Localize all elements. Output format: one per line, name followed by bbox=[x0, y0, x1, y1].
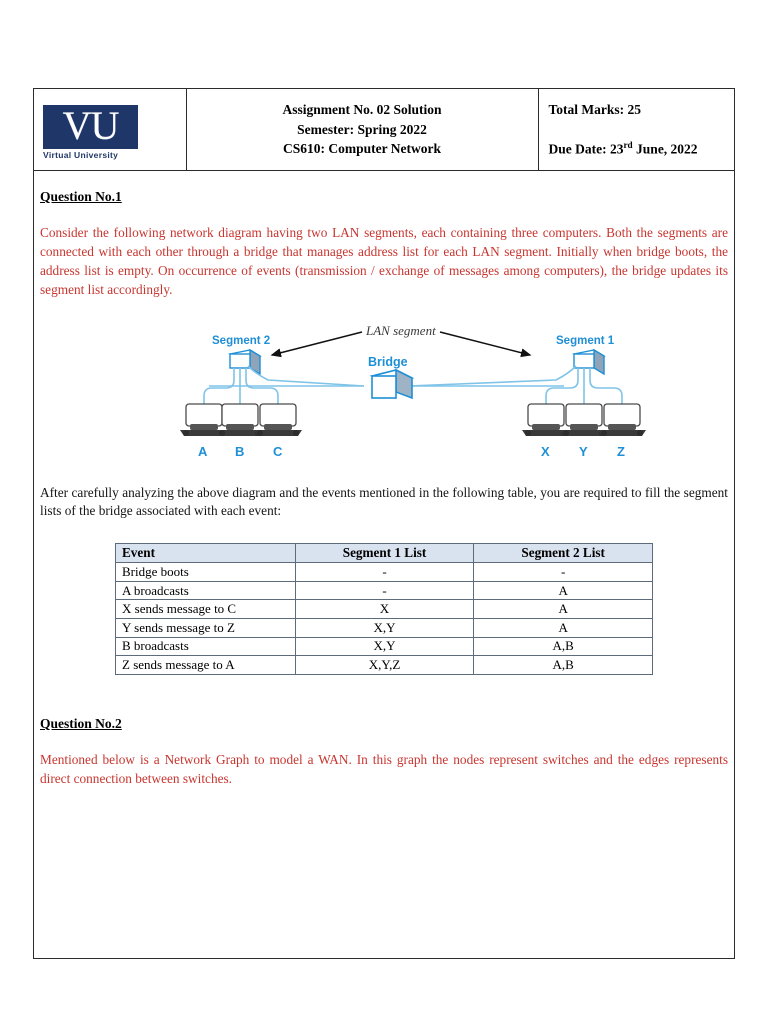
vu-logo-letters: VU bbox=[62, 105, 119, 149]
cell-segment1: X,Y,Z bbox=[295, 656, 474, 675]
cell-segment2: A bbox=[474, 600, 653, 619]
assignment-title-line3: CS610: Computer Network bbox=[283, 141, 441, 157]
assignment-title-line2: Semester: Spring 2022 bbox=[297, 121, 427, 137]
cell-event: B broadcasts bbox=[116, 637, 296, 656]
vu-logo-mark-box bbox=[43, 105, 138, 149]
vu-logo bbox=[34, 99, 186, 160]
host-label-A: A bbox=[198, 443, 208, 459]
segment-list-table-head bbox=[116, 544, 653, 563]
cell-event: Bridge boots bbox=[116, 563, 296, 582]
table-row bbox=[116, 637, 653, 656]
host-label-X: X bbox=[541, 443, 550, 459]
document-body-frame bbox=[33, 88, 735, 959]
question2-intro-text: Mentioned below is a Network Graph to model a WAN. In this graph the nodes represent switches and the edges represents direct connection between switches. bbox=[40, 751, 728, 786]
link-hub1-to-backbone bbox=[409, 366, 576, 386]
due-date bbox=[549, 140, 735, 158]
segment2-label: Segment 2 bbox=[212, 334, 271, 347]
header-cell-logo bbox=[34, 89, 186, 171]
network-diagram-svg bbox=[34, 318, 734, 468]
segment1-label: Segment 1 bbox=[556, 334, 615, 347]
header-row bbox=[34, 89, 734, 171]
vu-logo-caption: Virtual University bbox=[43, 150, 119, 160]
table-row bbox=[116, 600, 653, 619]
cell-segment2: A bbox=[474, 581, 653, 600]
link-hub1-to-Z bbox=[590, 368, 622, 404]
bridge-label: Bridge bbox=[368, 354, 408, 369]
total-marks: Total Marks: 25 bbox=[548, 101, 642, 117]
cell-event: Z sends message to A bbox=[116, 656, 296, 675]
host-label-Y: Y bbox=[579, 443, 588, 459]
question1-title: Question No.1 bbox=[40, 189, 122, 204]
link-hub2-to-backbone bbox=[248, 366, 364, 386]
cell-segment2: A,B bbox=[474, 656, 653, 675]
cell-event: Y sends message to Z bbox=[116, 619, 296, 638]
question1-heading-wrap bbox=[34, 171, 734, 206]
table-row bbox=[116, 656, 653, 675]
column-header-event: Event bbox=[116, 544, 296, 563]
arrow-to-segment2 bbox=[272, 332, 362, 355]
due-date-prefix: Due Date: 23 bbox=[548, 141, 624, 157]
assignment-header-table bbox=[34, 89, 734, 171]
computer-icon-C bbox=[254, 404, 302, 436]
table-row bbox=[116, 619, 653, 638]
column-header-segment2: Segment 2 List bbox=[474, 544, 653, 563]
network-diagram bbox=[34, 318, 734, 468]
table-header-row bbox=[116, 544, 653, 563]
cell-event: A broadcasts bbox=[116, 581, 296, 600]
header-cell-title bbox=[186, 89, 538, 171]
cell-segment1: X,Y bbox=[295, 637, 474, 656]
cell-segment2: - bbox=[474, 563, 653, 582]
segment-list-table-body bbox=[116, 563, 653, 675]
question1-intro-text: Consider the following network diagram having two LAN segments, each containing three computers. Both the segments are connected with each other through a bridge that manages address list for each LAN segment. Initially when bridge boots, the address list is empty. On occurrence of events (transmission / exchange of messages among computers), the bridge updates its segment list accordingly. bbox=[40, 225, 728, 297]
cell-segment1: X bbox=[295, 600, 474, 619]
cell-event: X sends message to C bbox=[116, 600, 296, 619]
host-label-Z: Z bbox=[617, 443, 625, 459]
cell-segment2: A,B bbox=[474, 637, 653, 656]
due-date-suffix: June, 2022 bbox=[632, 141, 698, 157]
segment-list-table-wrap bbox=[34, 543, 734, 675]
cell-segment1: X,Y bbox=[295, 619, 474, 638]
computer-icon-Z bbox=[598, 404, 646, 436]
lan-segment-label: LAN segment bbox=[366, 322, 436, 338]
assignment-title-line1: Assignment No. 02 Solution bbox=[282, 102, 442, 118]
bridge-icon bbox=[372, 370, 412, 398]
question2-heading-wrap bbox=[34, 715, 734, 733]
table-row bbox=[116, 581, 653, 600]
cell-segment1: - bbox=[295, 563, 474, 582]
header-cell-marks-due bbox=[538, 89, 734, 171]
column-header-segment1: Segment 1 List bbox=[295, 544, 474, 563]
document-content bbox=[34, 171, 734, 789]
arrow-to-segment1 bbox=[440, 332, 530, 355]
cell-segment1: - bbox=[295, 581, 474, 600]
question1-instruction-text: After carefully analyzing the above diagram and the events mentioned in the following table, you are required to fill the segment lists of the bridge associated with each event: bbox=[40, 484, 728, 519]
question2-title: Question No.2 bbox=[40, 715, 122, 731]
host-label-C: C bbox=[273, 443, 283, 459]
table-row bbox=[116, 563, 653, 582]
cell-segment2: A bbox=[474, 619, 653, 638]
segment-list-table bbox=[115, 543, 653, 675]
due-date-ordinal-suffix: rd bbox=[623, 139, 633, 150]
host-label-B: B bbox=[235, 443, 245, 459]
